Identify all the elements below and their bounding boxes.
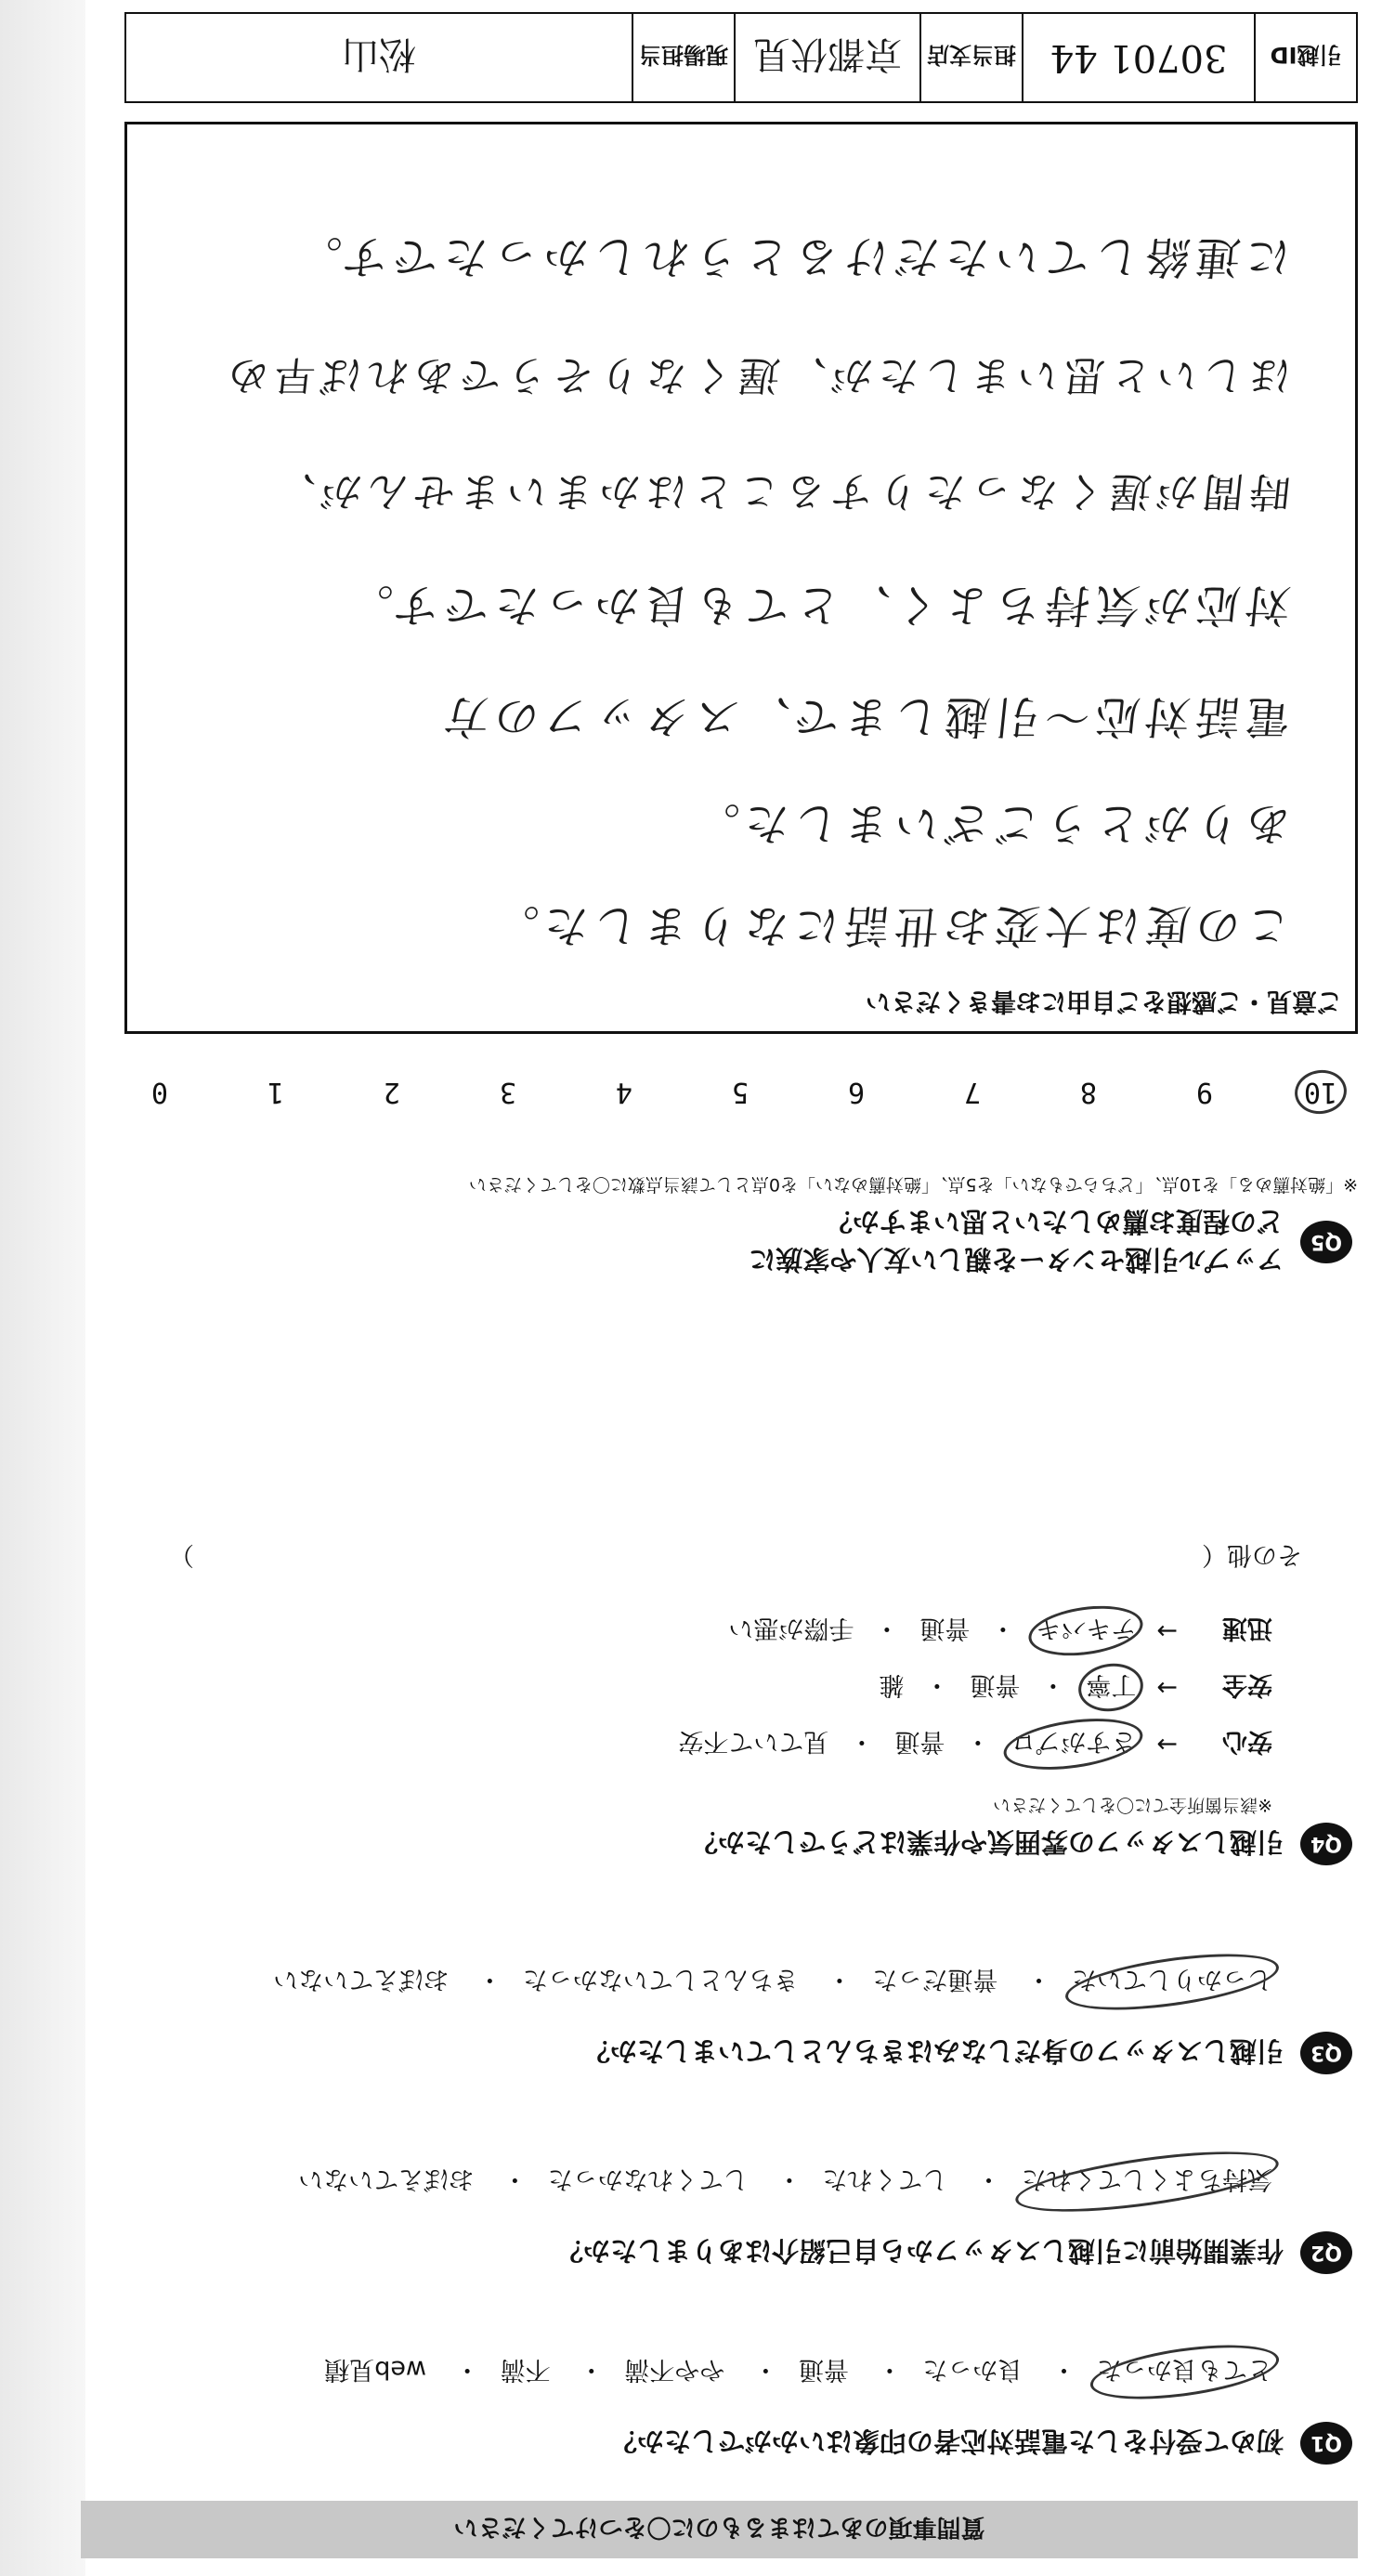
q1-option-4[interactable]: やや不満 (624, 2355, 725, 2384)
q4-row-1-label: 安心 (1222, 1727, 1272, 1756)
q1-option-6[interactable]: web見積 (324, 2355, 427, 2384)
branch-value: 京都伏見 (734, 14, 919, 101)
question-4 (113, 1539, 1358, 1865)
comment-line-7: に連絡していただけるとうれしかったです。 (288, 230, 1294, 282)
arrow-icon: → (1156, 1616, 1178, 1645)
q3-option-3[interactable]: きちんとしていなかった (522, 1965, 799, 1994)
q3-options: しっかりしていた・ 普通だった・ きちんとしていなかった・ おぼえていない (113, 1964, 1272, 2000)
questions-banner: 質問事項のあてはまるものに〇をつけてください (81, 2501, 1358, 2558)
q4-row-1-option-1[interactable]: さすがプロ (1010, 1726, 1136, 1762)
q5-score-6[interactable]: 6 (847, 1076, 866, 1108)
q2-badge: Q2 (1300, 2231, 1352, 2274)
q3-option-2[interactable]: 普通だった (872, 1965, 998, 1994)
q4-row-3-option-3[interactable]: 手際が悪い (728, 1614, 854, 1642)
comment-line-6: ほしいと思いましたが、遅くなりそうであれば早め (219, 351, 1294, 399)
arrow-icon: → (1156, 1673, 1178, 1702)
q4-other-label: その他（ (1202, 1540, 1302, 1569)
q4-row-2-option-2[interactable]: 普通 (970, 1670, 1021, 1699)
q4-row-2-option-3[interactable]: 雑 (879, 1670, 905, 1699)
q5-score-1[interactable]: 1 (267, 1076, 285, 1108)
q5-score-9[interactable]: 9 (1195, 1076, 1214, 1108)
q4-row-3-label: 迅速 (1222, 1614, 1272, 1642)
id-label: 引越ID (1254, 14, 1356, 101)
q4-row-1: 安心 → さすがプロ ・ 普通 ・ 見ていて不安 (113, 1726, 1272, 1762)
question-2 (113, 2164, 1358, 2274)
q5-score-4[interactable]: 4 (615, 1076, 633, 1108)
q5-score-8[interactable]: 8 (1079, 1076, 1098, 1108)
question-1 (113, 2354, 1358, 2465)
q1-option-2[interactable]: 良かった (922, 2355, 1023, 2384)
q4-row-1-option-2[interactable]: 普通 (894, 1727, 945, 1756)
arrow-icon: → (1156, 1730, 1178, 1759)
question-3 (113, 1964, 1358, 2074)
q2-options: 気持ちよくしてくれた・ してくれた・ してくれなかった・ おぼえていない (113, 2164, 1272, 2200)
q5-score-0[interactable]: 0 (150, 1076, 169, 1108)
q1-badge: Q1 (1300, 2422, 1352, 2465)
comment-line-3: 電話対応～引越しまで、スタッフの方 (436, 690, 1294, 742)
q1-options: とても良かった・ 良かった・ 普通・ やや不満・ 不満・ web見積 (113, 2354, 1272, 2390)
comment-box[interactable] (124, 122, 1358, 1034)
q2-option-4[interactable]: おぼえていない (298, 2164, 475, 2193)
q1-option-1[interactable]: とても良かった (1097, 2354, 1272, 2390)
q5-scale (141, 1076, 1339, 1108)
staff-label: 現場担当 (632, 14, 734, 101)
q2-text: 作業開始前に引越しスタッフから自己紹介はありましたか？ (555, 2235, 1284, 2268)
q4-other-row (169, 1539, 1302, 1576)
id-value: 30701 44 (1022, 14, 1254, 101)
q5-score-5[interactable]: 5 (731, 1076, 750, 1108)
comment-line-1: この度は大変お世話になりました。 (485, 899, 1294, 951)
q3-option-1[interactable]: しっかりしていた (1072, 1964, 1272, 2000)
q4-note: ※該当箇所全てに〇をしてください (993, 1795, 1272, 1815)
q3-text: 引越しスタッフの身だしなみはきちんとしていましたか？ (582, 2035, 1284, 2068)
staff-value: 松山 (342, 33, 416, 76)
q5-score-7[interactable]: 7 (963, 1076, 982, 1108)
q4-other-close: ） (169, 1540, 194, 1569)
comment-title: ご意見・ご感想をご自由にお書きください (866, 987, 1342, 1015)
q4-row-2-label: 安全 (1222, 1670, 1272, 1699)
q1-text: 初めて受付をした電話対応者の印象はいかがでしたか？ (609, 2426, 1284, 2458)
comment-line-5: 時間が遅くなったりすることはかまいませんが、 (266, 467, 1294, 515)
q1-option-5[interactable]: 不満 (500, 2355, 551, 2384)
q2-option-2[interactable]: してくれた (822, 2164, 948, 2193)
q1-option-3[interactable]: 普通 (798, 2355, 849, 2384)
q2-option-3[interactable]: してくれなかった (547, 2164, 749, 2193)
q4-badge: Q4 (1300, 1823, 1352, 1865)
header-table (124, 12, 1358, 103)
comment-line-4: 対応が気持ちよく、とても良かったです。 (339, 579, 1294, 631)
q5-text-line1: アップル引越センターを親しい友人や家族に (749, 1244, 1284, 1275)
q4-row-1-option-3[interactable]: 見ていて不安 (678, 1727, 829, 1756)
q2-option-1[interactable]: 気持ちよくしてくれた (1022, 2164, 1272, 2200)
q5-score-3[interactable]: 3 (499, 1076, 517, 1108)
branch-label: 担当支店 (919, 14, 1022, 101)
q5-score-10[interactable]: 10 (1303, 1076, 1338, 1108)
q5-score-2[interactable]: 2 (383, 1076, 401, 1108)
scan-edge (0, 0, 85, 2576)
q4-row-3: 迅速 → テキパキ ・ 普通 ・ 手際が悪い (113, 1613, 1272, 1649)
q5-text-line2: どの程度お薦めしたいと思いますか？ (825, 1206, 1284, 1237)
q5-note: ※「絶対薦める」を10点、「どちらでもない」を5点、「絶対薦めない」を0点として該当点数に〇をしてください (468, 1174, 1358, 1195)
q4-row-3-option-2[interactable]: 普通 (919, 1614, 971, 1642)
comment-line-2: ありがとうございました。 (685, 797, 1294, 849)
q4-row-2: 安全 → 丁寧 ・ 普通 ・ 雑 (113, 1669, 1272, 1706)
q5-badge: Q5 (1300, 1221, 1352, 1263)
q4-row-2-option-1[interactable]: 丁寧 (1086, 1669, 1136, 1706)
q4-row-3-option-1[interactable]: テキパキ (1036, 1613, 1136, 1649)
q3-badge: Q3 (1300, 2032, 1352, 2074)
q3-option-4[interactable]: おぼえていない (273, 1965, 450, 1994)
q4-text: 引越しスタッフの雰囲気や作業はどうでしたか？ (690, 1826, 1284, 1859)
question-5 (113, 1173, 1358, 1280)
